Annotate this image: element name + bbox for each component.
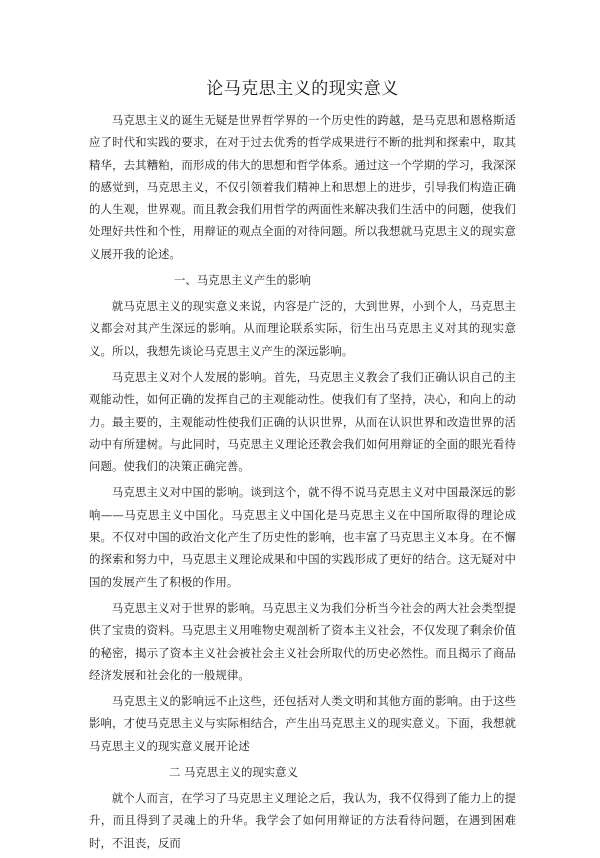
paragraph: 马克思主义对中国的影响。谈到这个，就不得不说马克思主义对中国最深远的影响——马克思主义中国化。马克思主义中国化是马克思主义在中国所取得的理论成果。不仅对中国的政治文化产生了历史性的影响，也丰富了马克思主义本身。在不懈的探索和努力中，马克思主义理论成果和中国的实践形成了更好的结合。这无疑对中国的发展产生了积极的作用。 (89, 485, 516, 589)
intro-paragraph: 马克思主义的诞生无疑是世界哲学界的一个历史性的跨越，是马克思和恩格斯适应了时代和实践的要求，在对于过去优秀的哲学成果进行不断的批判和探索中，取其精华，去其糟粕，而形成的伟大的思想和哲学体系。通过这一个学期的学习，我深深的感觉到，马克思主义，不仅引领着我们精神上和思想上的进步，引导我们构造正确的人生观，世界观。而且教会我们用哲学的两面性来解决我们生活中的问题，使我们处理好共性和个性，用辩证的观点全面的对待问题。所以我想就马克思主义的现实意义展开我的论述。 (89, 113, 516, 261)
paragraph: 就马克思主义的现实意义来说，内容是广泛的，大到世界，小到个人，马克思主义都会对其产生深远的影响。从而理论联系实际，衍生出马克思主义对其的现实意义。所以，我想先谈论马克思主义产生的深远影响。 (89, 299, 516, 358)
section-heading-2: 二 马克思主义的现实意义 (169, 765, 298, 780)
paragraph: 马克思主义对个人发展的影响。首先，马克思主义教会了我们正确认识自己的主观能动性，如何正确的发挥自己的主观能动性。使我们有了坚持，决心，和向上的动力。最主要的，主观能动性使我们正确的认识世界，从而在认识世界和改造世界的活动中有所建树。与此同时，马克思主义理论还教会我们如何用辩证的全面的眼光看待问题。使我们的决策正确完善。 (89, 369, 516, 474)
page-title: 论马克思主义的现实意义 (206, 79, 399, 99)
document-page (89, 78, 516, 858)
paragraph: 马克思主义对于世界的影响。马克思主义为我们分析当今社会的两大社会类型提供了宝贵的资料。马克思主义用唯物史观剖析了资本主义社会，不仅发现了剩余价值的秘密，揭示了资本主义社会被社会主义社会所取代的历史必然性。而且揭示了商品经济发展和社会化的一般规律。 (89, 600, 516, 682)
paragraph: 马克思主义的影响远不止这些，还包括对人类文明和其他方面的影响。由于这些影响，才使马克思主义与实际相结合，产生出马克思主义的现实意义。下面，我想就马克思主义的现实意义展开论述 (89, 694, 516, 753)
section-heading-1: 一、马克思主义产生的影响 (174, 273, 311, 288)
paragraph: 就个人而言，在学习了马克思主义理论之后，我认为，我不仅得到了能力上的提升，而且得到了灵魂上的升华。我学会了如何用辩证的方法看待问题，在遇到困难时，不沮丧，反而 (89, 791, 516, 850)
